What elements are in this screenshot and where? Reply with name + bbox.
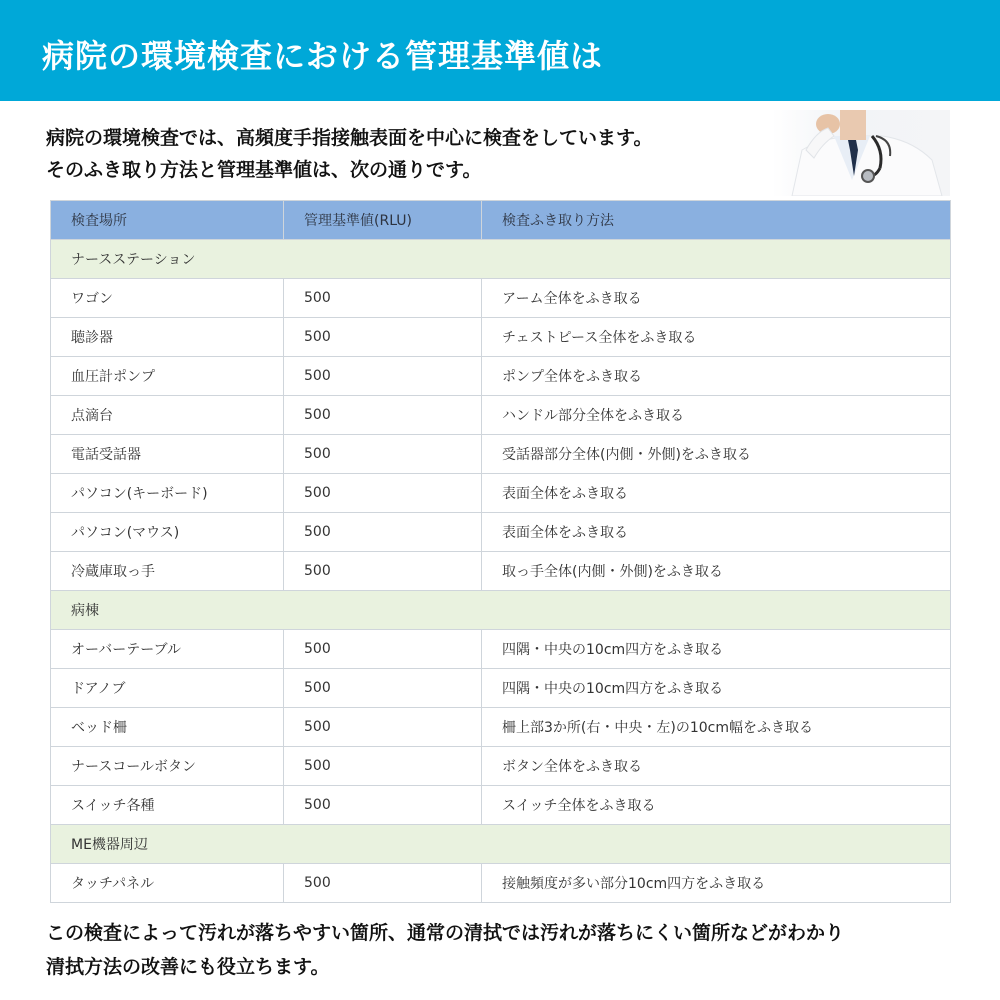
method-cell: ハンドル部分全体をふき取る <box>482 396 951 435</box>
location-cell: ドアノブ <box>51 669 284 708</box>
standard-value-cell: 500 <box>284 747 482 786</box>
table-header-row <box>51 201 951 240</box>
location-cell: 血圧計ポンプ <box>51 357 284 396</box>
column-header-standard: 管理基準値(RLU) <box>284 201 482 240</box>
standard-value-cell: 500 <box>284 786 482 825</box>
column-header-location: 検査場所 <box>51 201 284 240</box>
method-cell: 取っ手全体(内側・外側)をふき取る <box>482 552 951 591</box>
method-cell: スイッチ全体をふき取る <box>482 786 951 825</box>
standard-value-cell: 500 <box>284 630 482 669</box>
location-cell: ナースコールボタン <box>51 747 284 786</box>
table-row <box>51 318 951 357</box>
location-cell: ベッド柵 <box>51 708 284 747</box>
footer-line-2: 清拭方法の改善にも役立ちます。 <box>46 956 330 978</box>
table-row <box>51 435 951 474</box>
table-row <box>51 747 951 786</box>
location-cell: 点滴台 <box>51 396 284 435</box>
standards-table-wrapper <box>50 200 950 903</box>
standard-value-cell: 500 <box>284 435 482 474</box>
doctor-image <box>772 110 950 196</box>
method-cell: 受話器部分全体(内側・外側)をふき取る <box>482 435 951 474</box>
location-cell: 冷蔵庫取っ手 <box>51 552 284 591</box>
intro-text <box>46 122 746 186</box>
table-row <box>51 786 951 825</box>
location-cell: オーバーテーブル <box>51 630 284 669</box>
column-header-method: 検査ふき取り方法 <box>482 201 951 240</box>
standard-value-cell: 500 <box>284 708 482 747</box>
section-title: 病棟 <box>51 591 951 630</box>
section-row-nurse-station <box>51 240 951 279</box>
intro-line-1: 病院の環境検査では、高頻度手指接触表面を中心に検査をしています。 <box>46 127 653 149</box>
standard-value-cell: 500 <box>284 357 482 396</box>
footer-line-1: この検査によって汚れが落ちやすい箇所、通常の清拭では汚れが落ちにくい箇所などがわかり <box>46 922 845 944</box>
table-row <box>51 396 951 435</box>
standard-value-cell: 500 <box>284 669 482 708</box>
method-cell: 表面全体をふき取る <box>482 474 951 513</box>
section-row-me-equipment <box>51 825 951 864</box>
location-cell: パソコン(キーボード) <box>51 474 284 513</box>
method-cell: ポンプ全体をふき取る <box>482 357 951 396</box>
standard-value-cell: 500 <box>284 864 482 903</box>
location-cell: ワゴン <box>51 279 284 318</box>
location-cell: 電話受話器 <box>51 435 284 474</box>
doctor-illustration <box>772 110 950 196</box>
standard-value-cell: 500 <box>284 396 482 435</box>
table-row <box>51 630 951 669</box>
method-cell: 表面全体をふき取る <box>482 513 951 552</box>
standard-value-cell: 500 <box>284 279 482 318</box>
table-row <box>51 669 951 708</box>
location-cell: スイッチ各種 <box>51 786 284 825</box>
standard-value-cell: 500 <box>284 513 482 552</box>
section-row-ward <box>51 591 951 630</box>
table-row <box>51 513 951 552</box>
method-cell: ボタン全体をふき取る <box>482 747 951 786</box>
method-cell: アーム全体をふき取る <box>482 279 951 318</box>
section-title: ME機器周辺 <box>51 825 951 864</box>
location-cell: タッチパネル <box>51 864 284 903</box>
location-cell: 聴診器 <box>51 318 284 357</box>
location-cell: パソコン(マウス) <box>51 513 284 552</box>
standard-value-cell: 500 <box>284 552 482 591</box>
method-cell: 接触頻度が多い部分10cm四方をふき取る <box>482 864 951 903</box>
footer-text <box>46 916 946 984</box>
table-row <box>51 474 951 513</box>
standard-value-cell: 500 <box>284 474 482 513</box>
page-title: 病院の環境検査における管理基準値は <box>42 37 604 75</box>
header-bar <box>0 0 1000 101</box>
method-cell: チェストピース全体をふき取る <box>482 318 951 357</box>
table-row <box>51 279 951 318</box>
table-row <box>51 552 951 591</box>
method-cell: 四隅・中央の10cm四方をふき取る <box>482 630 951 669</box>
table-row <box>51 708 951 747</box>
method-cell: 四隅・中央の10cm四方をふき取る <box>482 669 951 708</box>
method-cell: 柵上部3か所(右・中央・左)の10cm幅をふき取る <box>482 708 951 747</box>
standards-table <box>50 200 951 903</box>
table-row <box>51 864 951 903</box>
standard-value-cell: 500 <box>284 318 482 357</box>
intro-line-2: そのふき取り方法と管理基準値は、次の通りです。 <box>46 159 482 181</box>
table-row <box>51 357 951 396</box>
section-title: ナースステーション <box>51 240 951 279</box>
